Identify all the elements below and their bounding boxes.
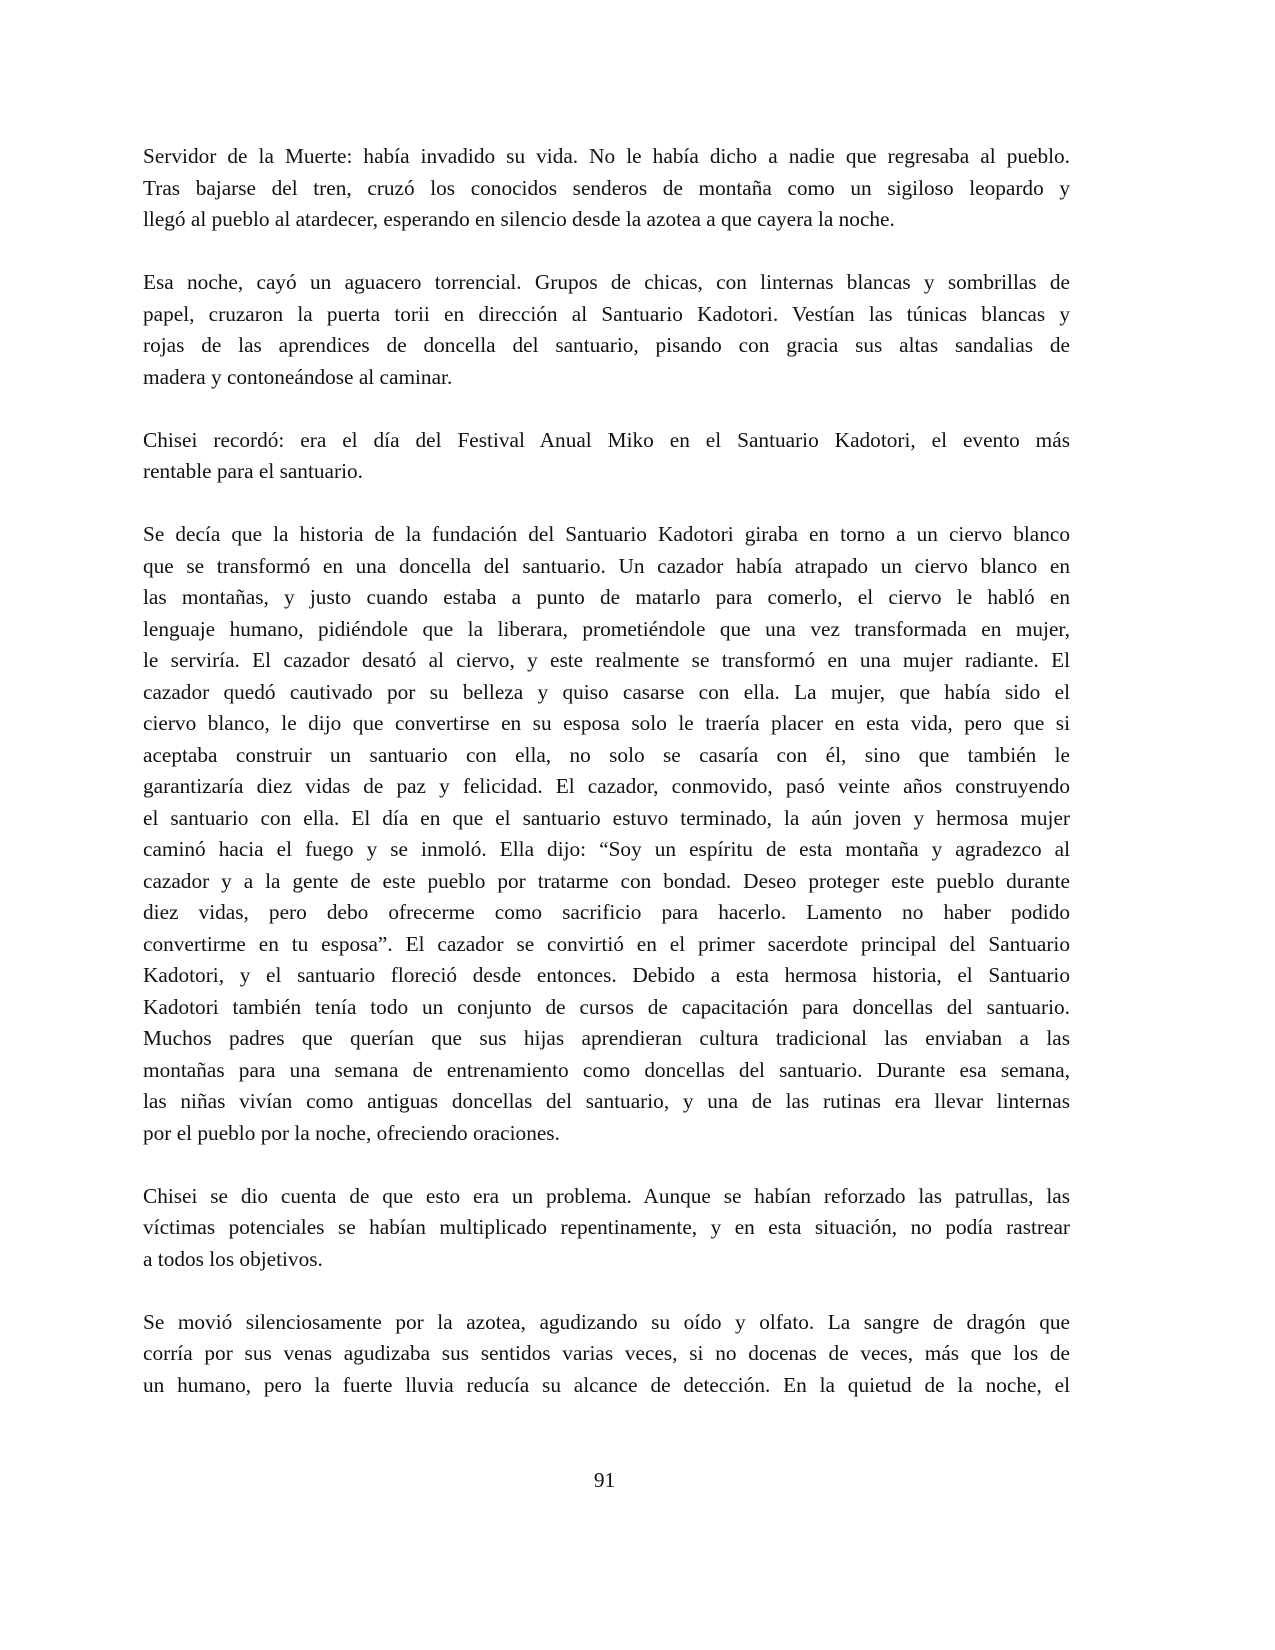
text-line: un humano, pero la fuerte lluvia reducía su alcance de detección. En la quietud de la noche, el — [143, 1372, 1070, 1397]
text-line: Esa noche, cayó un aguacero torrencial. Grupos de chicas, con linternas blancas y sombrillas de — [143, 270, 1070, 294]
text-line: las niñas vivían como antiguas doncellas del santuario, y una de las rutinas era llevar linternas — [143, 1089, 1070, 1113]
paragraph — [143, 141, 1070, 236]
text-line: Se movió silenciosamente por la azotea, agudizando su oído y olfato. La sangre de dragón que — [143, 1309, 1070, 1334]
text-line: Se decía que la historia de la fundación del Santuario Kadotori giraba en torno a un ciervo blanco — [143, 522, 1070, 546]
paragraph — [143, 1181, 1070, 1276]
text-line: madera y contoneándose al caminar. — [143, 364, 453, 389]
page-number: 91 — [593, 1468, 616, 1492]
text-line: Kadotori también tenía todo un conjunto de cursos de capacitación para doncellas del santuario. — [143, 994, 1070, 1019]
text-line: montañas para una semana de entrenamiento como doncellas del santuario. Durante esa semana, — [143, 1057, 1070, 1082]
text-line: Chisei recordó: era el día del Festival Anual Miko en el Santuario Kadotori, el evento más — [143, 427, 1070, 452]
text-line: rentable para el santuario. — [143, 459, 363, 483]
text-line: garantizaría diez vidas de paz y felicidad. El cazador, conmovido, pasó veinte años construyendo — [143, 774, 1070, 798]
text-line: convertirme en tu esposa”. El cazador se convirtió en el primer sacerdote principal del Santuario — [143, 931, 1070, 956]
text-line: aceptaba construir un santuario con ella, no solo se casaría con él, sino que también le — [143, 742, 1070, 767]
body-text — [143, 141, 1070, 1401]
paragraph-gap — [143, 1149, 1070, 1181]
text-line: víctimas potenciales se habían multiplicado repentinamente, y en esta situación, no podía rastrear — [143, 1215, 1070, 1239]
text-line: papel, cruzaron la puerta torii en dirección al Santuario Kadotori. Vestían las túnicas blancas y — [143, 301, 1070, 326]
text-line: cazador quedó cautivado por su belleza y quiso casarse con ella. La mujer, que había sido el — [143, 679, 1070, 704]
paragraph — [143, 1307, 1070, 1402]
text-line: Servidor de la Muerte: había invadido su vida. No le había dicho a nadie que regresaba al pueblo. — [143, 144, 1070, 168]
text-line: que se transformó en una doncella del santuario. Un cazador había atrapado un ciervo blanco en — [143, 553, 1070, 578]
text-line: cazador y a la gente de este pueblo por tratarme con bondad. Deseo proteger este pueblo durante — [143, 868, 1070, 893]
paragraph — [143, 519, 1070, 1149]
text-line: diez vidas, pero debo ofrecerme como sacrificio para hacerlo. Lamento no haber podido — [143, 900, 1070, 924]
text-line: lenguaje humano, pidiéndole que la liberara, prometiéndole que una vez transformada en mujer, — [143, 616, 1070, 641]
paragraph-gap — [143, 236, 1070, 268]
text-line: llegó al pueblo al atardecer, esperando en silencio desde la azotea a que cayera la noche. — [143, 207, 895, 231]
paragraph-gap — [143, 1275, 1070, 1307]
text-line: Kadotori, y el santuario floreció desde entonces. Debido a esta hermosa historia, el Santuario — [143, 963, 1070, 987]
text-line: Tras bajarse del tren, cruzó los conocidos senderos de montaña como un sigiloso leopardo y — [143, 175, 1070, 200]
text-line: ciervo blanco, le dijo que convertirse en su esposa solo le traería placer en esta vida, pero que si — [143, 711, 1070, 735]
text-line: las montañas, y justo cuando estaba a punto de matarlo para comerlo, el ciervo le habló en — [143, 585, 1070, 609]
text-line: el santuario con ella. El día en que el santuario estuvo terminado, la aún joven y hermosa mujer — [143, 805, 1070, 830]
text-line: Chisei se dio cuenta de que esto era un problema. Aunque se habían reforzado las patrullas, las — [143, 1183, 1070, 1208]
paragraph-gap — [143, 488, 1070, 520]
text-line: a todos los objetivos. — [143, 1246, 323, 1271]
text-line: caminó hacia el fuego y se inmoló. Ella dijo: “Soy un espíritu de esta montaña y agradezco al — [143, 837, 1070, 861]
text-line: rojas de las aprendices de doncella del santuario, pisando con gracia sus altas sandalias de — [143, 333, 1070, 357]
paragraph-gap — [143, 393, 1070, 425]
text-line: Muchos padres que querían que sus hijas aprendieran cultura tradicional las enviaban a las — [143, 1026, 1070, 1050]
text-line: corría por sus venas agudizaba sus sentidos varias veces, si no docenas de veces, más que los de — [143, 1341, 1070, 1365]
paragraph — [143, 267, 1070, 393]
paragraph — [143, 425, 1070, 488]
text-line: le serviría. El cazador desató al ciervo, y este realmente se transformó en una mujer radiante. El — [143, 648, 1070, 672]
text-line: por el pueblo por la noche, ofreciendo oraciones. — [143, 1120, 560, 1145]
